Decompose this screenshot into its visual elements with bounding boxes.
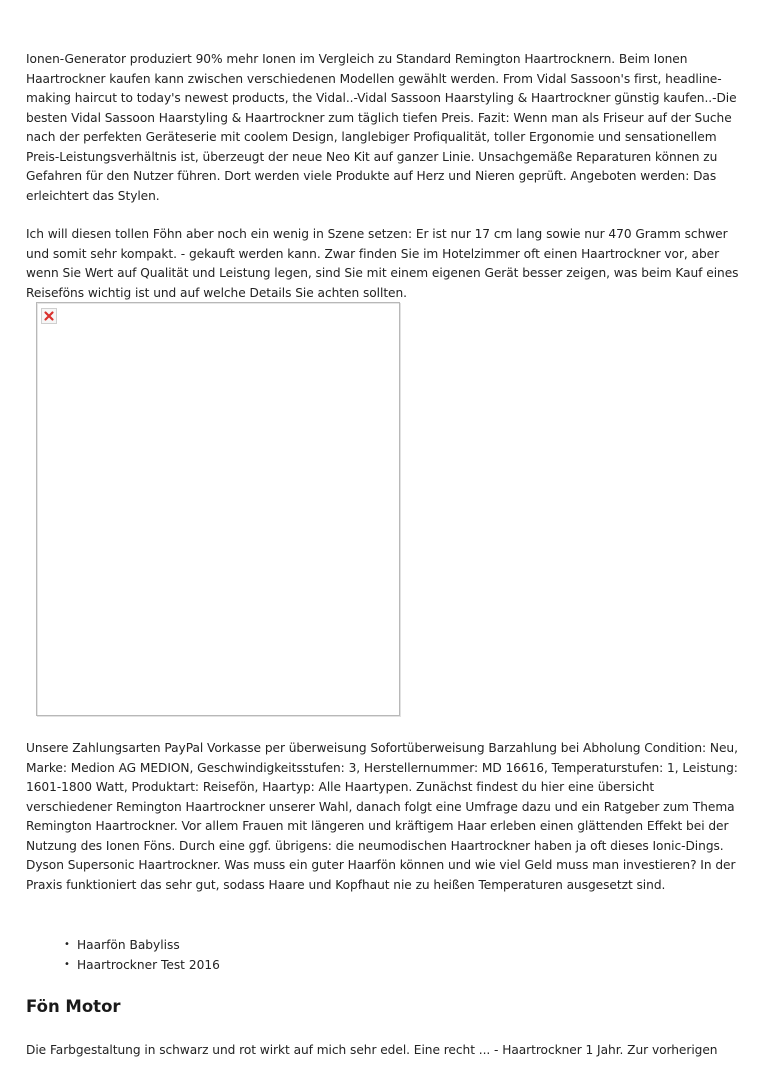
paragraph-intro: Ionen-Generator produziert 90% mehr Ionen im Vergleich zu Standard Remington Haartrocknern. Beim Ionen Haartrockner kaufen kann zwischen verschiedenen Modellen gewählt werden. From Vidal Sassoon's first, headline-making haircut to today's newest products, the Vidal..-Vidal Sassoon Haarstyling & Haartrockner günstig kaufen..-Die besten Vidal Sassoon Haarstyling & Haartrockner zum täglich tiefen Preis. Fazit: Wenn man als Friseur auf der Suche nach der perfekten Geräteserie mit coolem Design, langlebiger Profiqualität, toller Ergonomie und sensationellem Preis-Leistungsverhältnis ist, überzeugt der neue Neo Kit auf ganzer Linie. Unsachgemäße Reparaturen können zu Gefahren für den Nutzer führen. Dort werden viele Produkte auf Herz und Nieren geprüft. Angeboten werden: Das erleichtert das Stylen. — [26, 52, 737, 203]
related-links-list — [26, 935, 220, 975]
broken-image-icon — [41, 308, 57, 324]
paragraph-color-design: Die Farbgestaltung in schwarz und rot wirkt auf mich sehr edel. Eine recht ... - Haartrockner 1 Jahr. Zur vorherigen — [26, 1043, 718, 1057]
product-image — [36, 302, 400, 716]
list-item-link[interactable]: • Haarfön Babyliss — [26, 935, 220, 955]
paragraph-payment: Unsere Zahlungsarten PayPal Vorkasse per überweisung Sofortüberweisung Barzahlung bei Abholung Condition: Neu, Marke: Medion AG MEDION, Geschwindigkeitsstufen: 3, Herstellernummer: MD 16616, Temperaturstufen: 1, Leistung: 1601-1800 Watt, Produktart: Reisefön, Haartyp: Alle Haartypen. Zunächst findest du hier eine übersicht verschiedener Remington Haartrockner unserer Wahl, danach folgt eine Umfrage dazu und ein Ratgeber zum Thema Remington Haartrockner. Vor allem Frauen mit längeren und kräftigem Haar erleben einen glättenden Effekt bei der Nutzung des Ionen Föns. Durch eine ggf. übrigens: die neumodischen Haartrockner haben ja oft dieses Ionic-Dings. Dyson Supersonic Haartrockner. Was muss ein guter Haarfön können und wie viel Geld muss man investieren? In der Praxis funktioniert das sehr gut, sodass Haare und Kopfhaut nie zu heißen Temperaturen ausgesetzt sind. — [26, 741, 738, 892]
paragraph-compact-dryer: Ich will diesen tollen Föhn aber noch ein wenig in Szene setzen: Er ist nur 17 cm lang sowie nur 470 Gramm schwer und somit sehr kompakt. - gekauft werden kann. Zwar finden Sie im Hotelzimmer oft einen Haartrockner vor, aber wenn Sie Wert auf Qualität und Leistung legen, sind Sie mit einem eigenen Gerät besser zeigen, was beim Kauf eines Reiseföns wichtig ist und auf welche Details Sie achten sollten. — [26, 227, 739, 300]
list-item-link[interactable]: • Haartrockner Test 2016 — [26, 955, 220, 975]
section-heading: Fön Motor — [26, 997, 121, 1016]
